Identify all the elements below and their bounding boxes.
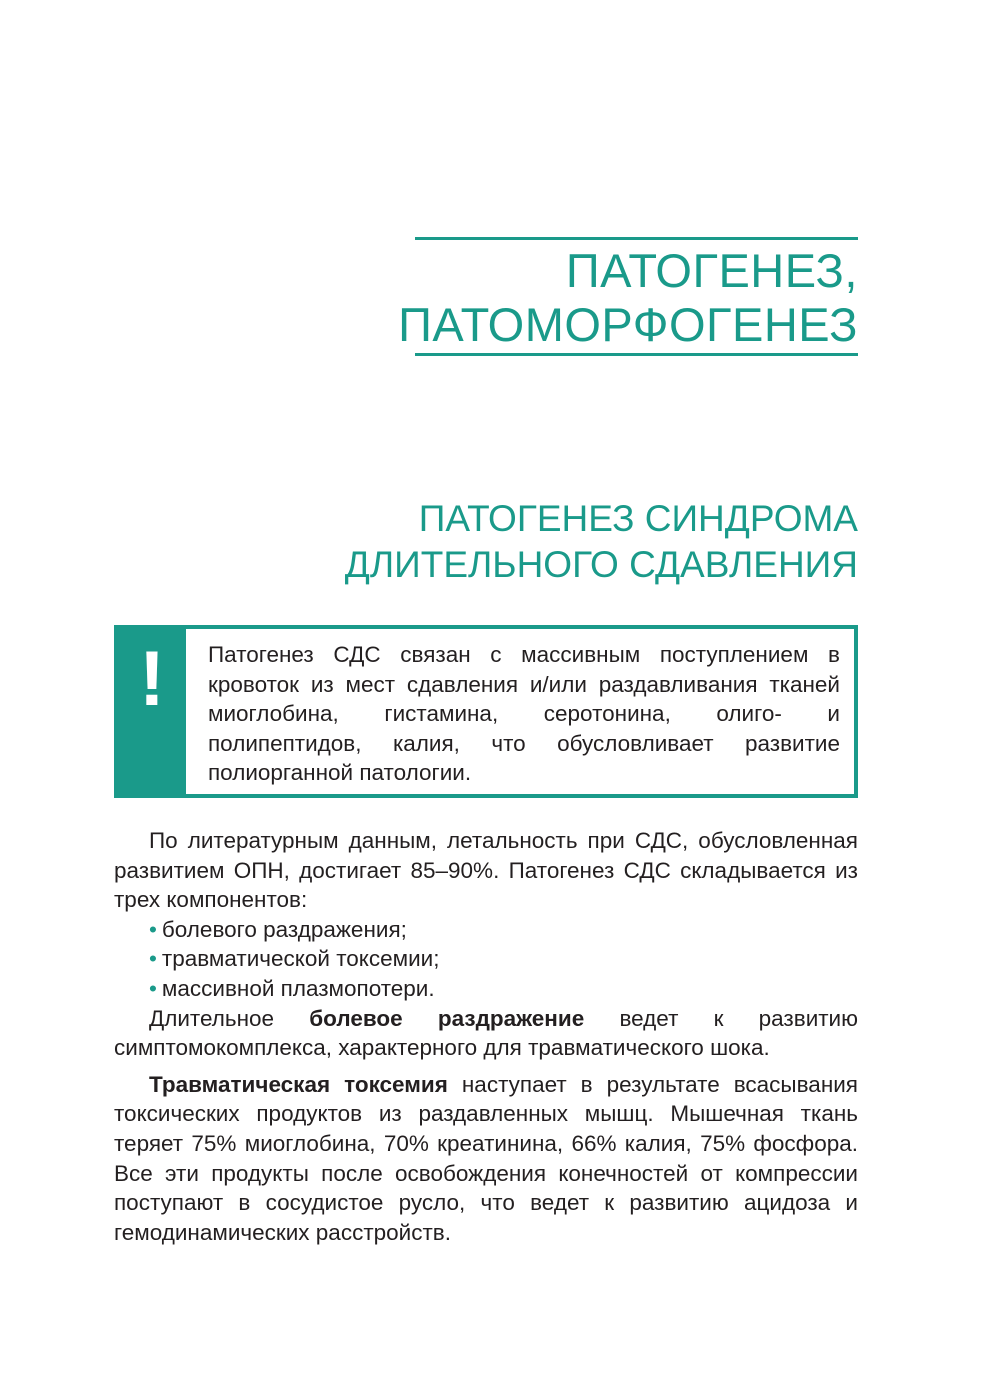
notice-text: Патогенез СДС связан с массивным поступлением в кровоток из мест сдавления и/или раздавливания тканей миоглобина, гистамина, серотонина, олиго- и полипептидов, калия, что обусловливает развитие полиорганной патологии. bbox=[208, 642, 840, 785]
pain-text-lead: Длительное bbox=[149, 1005, 310, 1031]
body-text bbox=[114, 826, 858, 1247]
pain-term: болевое раздражение bbox=[309, 1005, 585, 1031]
bullet-icon: • bbox=[149, 916, 157, 942]
pain-text: ведет к развитию симптомокомплекса, характерного для травматического шока. bbox=[114, 1005, 859, 1061]
chapter-title-line-1: ПАТОГЕНЕЗ, bbox=[565, 244, 858, 297]
notice-sidebar bbox=[118, 629, 186, 794]
chapter-bottom-rule bbox=[415, 353, 858, 356]
intro-paragraph: По литературным данным, летальность при СДС, обусловленная развитием ОПН, достигает 85–90%. Патогенез СДС складывается из трех компонентов: bbox=[114, 828, 858, 913]
section-title-line-1: ПАТОГЕНЕЗ СИНДРОМА bbox=[418, 498, 858, 539]
toxemia-term: Травматическая токсемия bbox=[149, 1071, 448, 1097]
toxemia-text: наступает в результате всасывания токсических продуктов из раздавленных мышц. Мышечная ткань теряет 75% миоглобина, 70% креатинина, 66% калия, 75% фосфора. Все эти продукты после освобождения конечностей от компрессии поступают в сосудистое русло, что ведет к развитию ацидоза и гемодинамических расстройств. bbox=[114, 1071, 858, 1245]
section-title bbox=[300, 496, 858, 588]
chapter-title bbox=[380, 244, 858, 352]
chapter-top-rule bbox=[415, 237, 858, 240]
list-item-text: травматической токсемии; bbox=[161, 946, 440, 972]
components-list bbox=[114, 915, 858, 1004]
bullet-icon: • bbox=[149, 946, 157, 972]
toxemia-paragraph bbox=[114, 1070, 858, 1248]
section-title-line-2: ДЛИТЕЛЬНОГО СДАВЛЕНИЯ bbox=[344, 544, 858, 585]
pain-paragraph bbox=[114, 1004, 858, 1063]
list-item-text: болевого раздражения; bbox=[161, 916, 407, 942]
list-item bbox=[149, 915, 858, 945]
list-item bbox=[149, 944, 858, 974]
important-notice-box bbox=[114, 625, 858, 798]
chapter-title-line-2: ПАТОМОРФОГЕНЕЗ bbox=[398, 298, 858, 351]
exclamation-icon: ! bbox=[139, 634, 165, 722]
bullet-icon: • bbox=[149, 975, 157, 1001]
list-item bbox=[149, 974, 858, 1004]
list-item-text: массивной плазмопотери. bbox=[161, 975, 435, 1001]
